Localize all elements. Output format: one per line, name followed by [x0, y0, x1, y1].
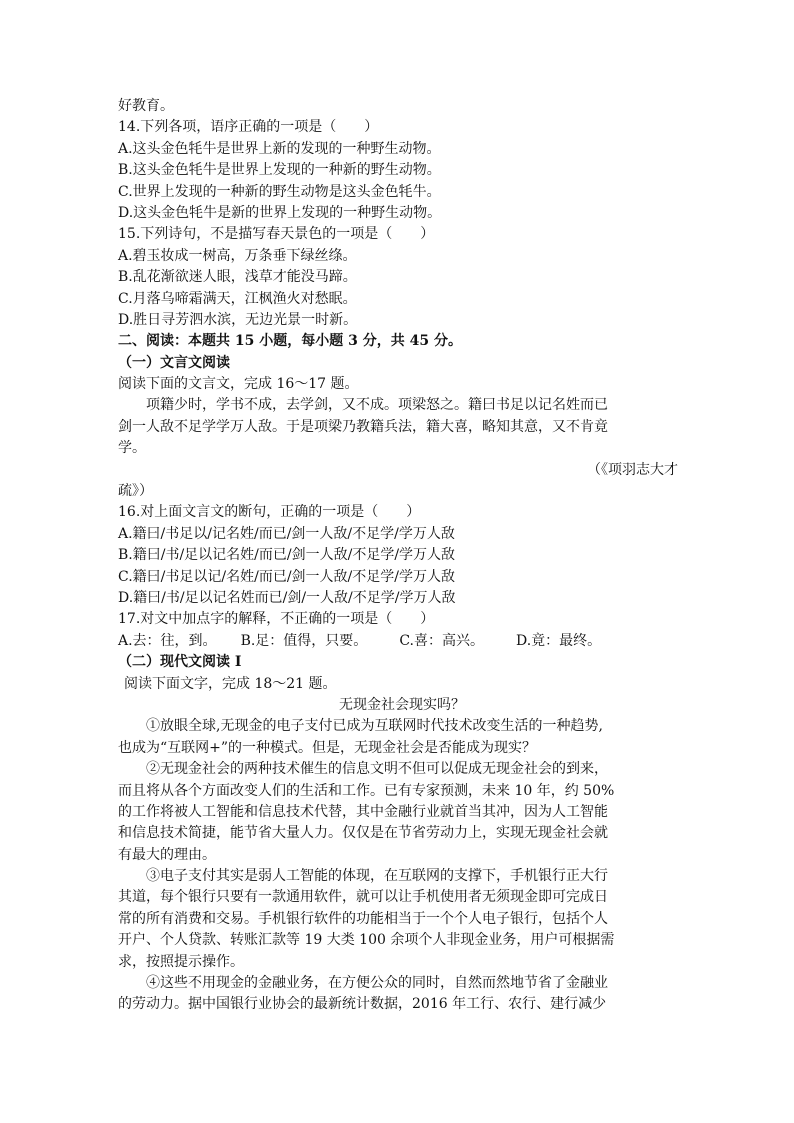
passage-line: 学。 [118, 440, 146, 457]
paragraph-line: 的劳动力。据中国银行业协会的最新统计数据，2016 年工行、农行、建行减少 [118, 996, 607, 1013]
paragraph-line: 的工作将被人工智能和信息技术代替，其中金融行业就首当其冲，因为人工智能 [118, 803, 608, 820]
question-17: 17.对文中加点字的解释，不正确的一项是（ ） [118, 611, 435, 628]
option-a: A.这头金色牦牛是世界上新的发现的一种野生动物。 [118, 140, 441, 157]
option-b: B.这头金色牦牛是世界上发现的一种新的野生动物。 [118, 162, 441, 179]
passage-line: 剑一人敌不足学学万人敌。于是项梁乃教籍兵法，籍大喜，略知其意，又不肯竟 [118, 418, 608, 435]
document-page [118, 96, 678, 1016]
subsection-heading: （一）文言文阅读 [118, 354, 230, 371]
subsection-heading: （二）现代文阅读 I [118, 654, 242, 671]
paragraph-line: 和信息技术简捷，能节省大量人力。仅仅是在节省劳动力上，实现无现金社会就 [118, 825, 608, 842]
options-row [118, 631, 678, 652]
question-15: 15.下列诗句，不是描写春天景色的一项是（ ） [118, 226, 435, 243]
option-d: D.这头金色牦牛是新的世界上发现的一种野生动物。 [118, 204, 442, 221]
option-d: D.籍曰/书/足以记名姓而已/剑/一人敌/不足学/学万人敌 [118, 589, 456, 606]
paragraph-line: 有最大的理由。 [118, 846, 216, 863]
reading-instruction: 阅读下面文字，完成 18～21 题。 [124, 675, 337, 692]
passage-line: 项籍少时，学书不成，去学剑，又不成。项梁怒之。籍曰书足以记名姓而已 [146, 397, 608, 414]
paragraph-line: 其道，每个银行只要有一款通用软件，就可以让手机使用者无须现金即可完成日 [118, 889, 608, 906]
option-c: C.月落乌啼霜满天，江枫渔火对愁眠。 [118, 290, 357, 307]
text-line: 好教育。 [118, 98, 174, 114]
paragraph-line: 求，按照提示操作。 [118, 953, 244, 970]
option-b: B.乱花渐欲迷人眼，浅草才能没马蹄。 [118, 269, 357, 286]
option-b: B.籍曰/书/足以记名姓/而已/剑一人敌/不足学/学万人敌 [118, 547, 456, 564]
section-heading: 二、阅读：本题共 15 小题，每小题 3 分，共 45 分。 [118, 333, 462, 350]
option-a: A.去：往，到。 [118, 632, 217, 649]
option-d: D.胜日寻芳泗水滨，无边光景一时新。 [118, 311, 358, 328]
paragraph-line: ②无现金社会的两种技术催生的信息文明不但可以促成无现金社会的到来， [146, 761, 608, 778]
question-16: 16.对上面文言文的断句，正确的一项是（ ） [118, 504, 421, 521]
option-c: C.喜：高兴。 [399, 632, 484, 649]
paragraph-line: 而且将从各个方面改变人们的生活和工作。已有专家预测，未来 10 年，约 50% [118, 782, 615, 799]
option-c: C.世界上发现的一种新的野生动物是这头金色牦牛。 [118, 183, 441, 200]
option-d: D.竟：最终。 [515, 632, 602, 649]
paragraph-line: 开户、个人贷款、转账汇款等 19 大类 100 余项个人非现金业务，用户可根据需 [118, 932, 615, 949]
option-a: A.碧玉妆成一树高，万条垂下绿丝绦。 [118, 247, 357, 264]
paragraph-line: ④这些不用现金的金融业务，在方便公众的同时，自然而然地节省了金融业 [146, 975, 608, 992]
question-14: 14.下列各项，语序正确的一项是（ ） [118, 119, 379, 136]
reading-instruction: 阅读下面的文言文，完成 16～17 题。 [118, 376, 359, 393]
paragraph-line: 常的所有消费和交易。手机银行软件的功能相当于一个个人电子银行，包括个人 [118, 910, 608, 927]
passage-source-cont: 疏》） [118, 483, 153, 500]
paragraph-line: ③电子支付其实是弱人工智能的体现，在互联网的支撑下，手机银行正大行 [146, 868, 608, 885]
paragraph-line: 也成为“互联网+”的一种模式。但是，无现金社会是否能成为现实？ [118, 739, 537, 756]
article-title: 无现金社会现实吗？ [339, 696, 465, 713]
option-b: B.足：值得，只要。 [240, 632, 368, 649]
paragraph-line: ①放眼全球,无现金的电子支付已成为互联网时代技术改变生活的一种趋势, [146, 718, 603, 735]
option-c: C.籍曰/书足以记/名姓/而已/剑一人敌/不足学/学万人敌 [118, 568, 455, 585]
option-a: A.籍曰/书足以/记名姓/而已/剑一人敌/不足学/学万人敌 [118, 525, 455, 542]
passage-source: （《项羽志大才 [587, 461, 678, 478]
